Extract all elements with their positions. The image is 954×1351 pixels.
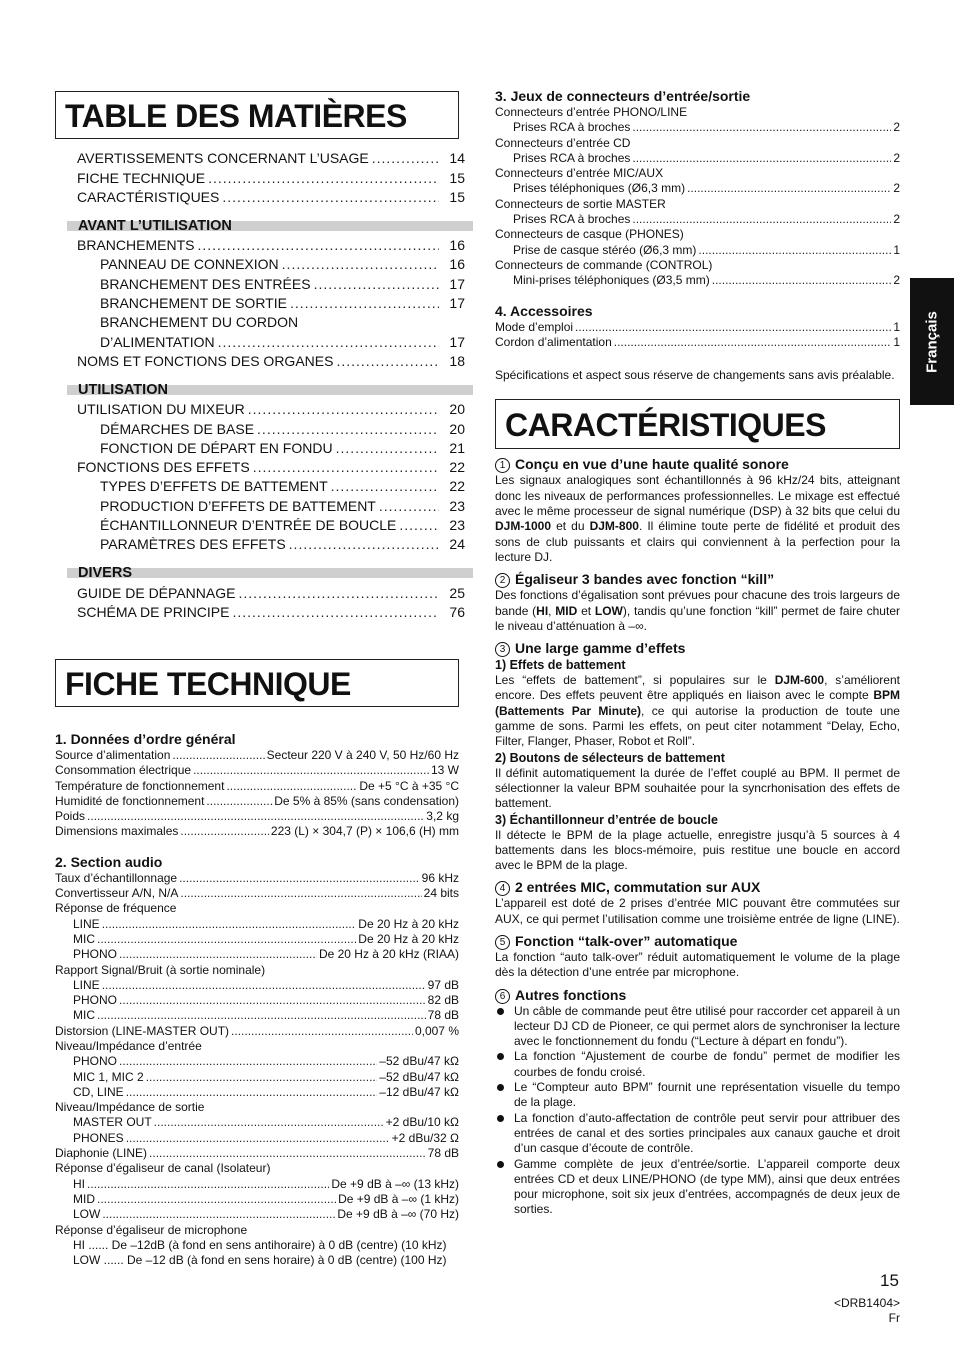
spec-value: 223 (L) × 304,7 (P) × 106,6 (H) mm (270, 824, 459, 839)
spec-value: 13 W (430, 763, 459, 778)
spec-label: Poids (55, 809, 86, 824)
spec-value: 96 kHz (421, 870, 459, 885)
spec-row: Connecteurs de casque (PHONES) (495, 227, 684, 242)
spec-label: LINE (73, 977, 100, 992)
toc-leader (379, 497, 439, 516)
spec-row (495, 243, 900, 258)
spec-value: –52 dBu/47 kΩ (379, 1069, 459, 1084)
spec-leader (687, 181, 891, 196)
spec-row: Connecteurs d’entrée MIC/AUX (495, 166, 664, 181)
toc-entry (55, 419, 465, 438)
spec-label: Convertisseur A/N, N/A (55, 886, 179, 901)
spec-leader (119, 993, 426, 1008)
bullet-item: Le “Compteur auto BPM” fournit une représentation visuelle du tempo de la plage. (495, 1080, 900, 1111)
toc-leader (238, 584, 439, 603)
spec-label: Température de fonctionnement (55, 778, 225, 793)
toc-entry (55, 352, 465, 371)
spec-leader (146, 1070, 378, 1085)
spec-row (495, 181, 900, 196)
spec-row (55, 886, 459, 901)
spec-leader (180, 886, 421, 901)
spec-sheet (55, 731, 459, 1269)
spec-row (55, 1024, 459, 1039)
toc-page-number: 22 (449, 459, 465, 476)
toc-entry-text: BRANCHEMENT DU CORDON (100, 314, 299, 331)
spec-value: De 5% à 85% (sans condensation) (274, 793, 459, 808)
spec-note: Spécifications et aspect sous réserve de changements sans avis préalable. (495, 368, 895, 383)
toc-page-number: 18 (449, 352, 465, 369)
toc-page-number: 17 (449, 333, 465, 350)
toc-page-number: 17 (449, 275, 465, 292)
spec-row (55, 1192, 459, 1207)
spec-row (55, 1177, 459, 1192)
toc-entry (55, 255, 465, 274)
spec-leader (97, 1008, 426, 1023)
spec-label: HI (73, 1176, 85, 1191)
spec-label: MIC 1, MIC 2 (73, 1069, 144, 1084)
spec-value: De 20 Hz à 20 kHz (358, 916, 459, 931)
spec-row (495, 320, 900, 335)
spec-row: Réponse de fréquence (55, 901, 177, 916)
toc-entry (55, 274, 465, 293)
spec-leader (172, 748, 264, 763)
spec-row (55, 748, 459, 763)
doc-code-text: <DRB1404> (833, 1296, 900, 1310)
number-2-icon: 2 (495, 573, 510, 588)
toc-section-heading: AVANT L’UTILISATION (67, 217, 473, 236)
bullet-icon (495, 1049, 514, 1080)
toc-entry-text: FICHE TECHNIQUE (77, 169, 206, 186)
spec-leader (102, 1207, 335, 1222)
spec-value: 78 dB (427, 1146, 459, 1161)
spec-row: Connecteurs de commande (CONTROL) (495, 257, 713, 272)
toc-leader (289, 535, 439, 554)
toc-entry (55, 535, 465, 554)
toc-page-number: 20 (449, 420, 465, 437)
accessories-list (495, 320, 900, 351)
spec-row (55, 794, 459, 809)
toc-entry-text: CARACTÉRISTIQUES (77, 188, 220, 205)
toc-entry-text: D’ALIMENTATION (100, 333, 215, 350)
toc-leader (336, 439, 439, 458)
number-6-icon: 6 (495, 989, 510, 1004)
spec-label: MID (73, 1191, 95, 1206)
feature-6-title: 6 Autres fonctions (495, 987, 900, 1004)
spec-row: Réponse d’égaliseur de microphone (55, 1222, 248, 1237)
spec-row (55, 917, 459, 932)
bullet-item: La fonction d’auto-affectation de contrôle peut servir pour attribuer des entrées de canal et des sorties principales aux canaux gauche et droit d’un casque d’écoute de contrôle. (495, 1111, 900, 1157)
spec-value: 2 (893, 273, 900, 288)
language-tab (910, 278, 954, 405)
toc-entry-text: BRANCHEMENT DE SORTIE (100, 295, 287, 312)
spec-leader (102, 978, 426, 993)
toc-page-number: 22 (449, 478, 465, 495)
spec-label: Distorsion (LINE-MASTER OUT) (55, 1023, 230, 1038)
toc-leader (248, 400, 439, 419)
spec-row (55, 809, 459, 824)
toc-entry (55, 400, 465, 419)
spec-value: 0,007 % (414, 1023, 459, 1038)
spec-row (495, 120, 900, 135)
spec-row (55, 1054, 459, 1069)
spec-row (55, 1008, 459, 1023)
spec-row (495, 212, 900, 227)
toc-entry (55, 516, 465, 535)
toc-page-number: 17 (449, 295, 465, 312)
toc-entry-text: TYPES D’EFFETS DE BATTEMENT (100, 478, 328, 495)
toc-leader (372, 149, 439, 168)
spec-value: 97 dB (427, 977, 459, 992)
spec-leader (632, 151, 891, 166)
right-column (495, 88, 900, 1218)
language-tab-label: Français (923, 310, 941, 373)
spec-label: PHONO (73, 947, 118, 962)
spec-row (55, 1070, 459, 1085)
toc-leader (314, 275, 439, 294)
toc-entry-text: GUIDE DE DÉPANNAGE (77, 584, 236, 601)
spec-leader (614, 335, 892, 350)
toc-entry (55, 477, 465, 496)
toc-leader (208, 169, 439, 188)
bullet-icon (495, 1111, 514, 1157)
bullet-item: Un câble de commande peut être utilisé pour raccorder cet appareil à un lecteur DJ CD de Pioneer, ce qui permet alors de synchroniser la lecture avec le fonctionnement du fondu (“Lecture à départ en fondu”). (495, 1004, 900, 1050)
spec-leader (226, 779, 357, 794)
feature-2-title: 2 Égaliseur 3 bandes avec fonction “kill” (495, 571, 900, 588)
bullet-icon (495, 1157, 514, 1218)
feature-1-title: 1 Conçu en vue d’une haute qualité sonore (495, 456, 900, 473)
spec-label: PHONES (73, 1130, 124, 1145)
spec-section-title: 2. Section audio (55, 853, 163, 870)
spec-row (495, 335, 900, 350)
toc-page-number: 16 (449, 237, 465, 254)
toc-leader (336, 352, 439, 371)
toc-entry-text: PANNEAU DE CONNEXION (100, 256, 279, 273)
spec-label: Mode d’emploi (495, 319, 574, 334)
spec-section-title: 1. Données d’ordre général (55, 730, 236, 747)
toc-entry-text: FONCTION DE DÉPART EN FONDU (100, 439, 333, 456)
toc-leader (257, 420, 439, 439)
spec-label: Prises RCA à broches (513, 150, 631, 165)
toc-leader (197, 236, 439, 255)
spec-leader (97, 1192, 336, 1207)
spec-leader (632, 212, 891, 227)
spec-value: 2 (893, 150, 900, 165)
spec-leader (698, 243, 891, 258)
toc-leader (290, 294, 439, 313)
spec-label: Mini-prises téléphoniques (Ø3,5 mm) (513, 273, 710, 288)
spec-label: LINE (73, 916, 100, 931)
spec-leader (119, 1054, 377, 1069)
toc-leader (282, 255, 439, 274)
toc-entry (55, 294, 465, 313)
toc-entry (55, 168, 465, 187)
spec-label: Humidité de fonctionnement (55, 793, 205, 808)
spec-row (55, 1131, 459, 1146)
spec-leader (102, 917, 357, 932)
toc-entry-text: NOMS ET FONCTIONS DES ORGANES (77, 352, 334, 369)
spec-value: 1 (893, 334, 900, 349)
page-number: 15 (880, 1271, 899, 1290)
toc-page-number: 24 (449, 536, 465, 553)
spec-row (495, 273, 900, 288)
toc-entry (55, 149, 465, 168)
toc-page-number: 23 (449, 497, 465, 514)
spec-value: 2 (893, 181, 900, 196)
toc-entry (55, 583, 465, 602)
table-of-contents (55, 149, 465, 622)
toc-leader (253, 458, 439, 477)
feature-4-text: L’appareil est doté de 2 prises d’entrée MIC pouvant être commutées sur AUX, ce qui permet l’utilisation comme une troisième entrée de ligne (LINE). (495, 896, 900, 926)
spec-label: Dimensions maximales (55, 824, 179, 839)
spec-leader (149, 1146, 426, 1161)
spec-row (55, 993, 459, 1008)
spec-value: 24 bits (423, 886, 459, 901)
toc-page-number: 20 (449, 401, 465, 418)
spec-value: 2 (893, 212, 900, 227)
toc-leader (222, 188, 439, 207)
bullet-icon (495, 1004, 514, 1050)
caract-title: CARACTÉRISTIQUES (495, 399, 900, 449)
spec-value: De +9 dB à –∞ (1 kHz) (338, 1191, 459, 1206)
toc-page-number: 23 (449, 517, 465, 534)
toc-entry-text: SCHÉMA DE PRINCIPE (77, 603, 230, 620)
spec-value: 82 dB (427, 993, 459, 1008)
spec-row: Niveau/Impédance d’entrée (55, 1038, 202, 1053)
feature-3-sub-2-text: Il définit automatiquement la durée de l’effet couplé au BPM. Il permet de sélectionner la valeur BPM souhaitée pour la syncrhonisation des effets de battement. (495, 765, 900, 811)
spec-value: +2 dBu/32 Ω (391, 1130, 459, 1145)
feature-1-text: Les signaux analogiques sont échantillonnés à 96 kHz/24 bits, atteignant donc les niveaux de performances professionnelles. Le mixage est effectué avec le même processeur de signal numérique (DSP) à 32 bits que celui du DJM-1000 et du DJM-800. Il élimine toute perte de fidélité et produit des sons de club puissants et clairs qui conviennent à la perfection pour la lecture DJ. (495, 473, 901, 564)
spec-leader (632, 120, 891, 135)
feature-4-title: 4 2 entrées MIC, commutation sur AUX (495, 879, 900, 896)
bullet-item: La fonction “Ajustement de courbe de fondu” permet de modifier les courbes de fondu croisé. (495, 1049, 900, 1080)
toc-section-heading: DIVERS (67, 564, 473, 583)
connectors-list (495, 105, 900, 289)
spec-leader (97, 932, 356, 947)
spec-label: PHONO (73, 1054, 118, 1069)
feature-3-sub-2: 2) Boutons de sélecteurs de battement (495, 750, 725, 765)
toc-page-number: 14 (449, 150, 465, 167)
spec-row: Connecteurs de sortie MASTER (495, 196, 666, 211)
bullet-icon (495, 1080, 514, 1111)
spec-value: De +9 dB à –∞ (13 kHz) (331, 1176, 459, 1191)
spec-leader (712, 273, 892, 288)
spec-label: MIC (73, 931, 95, 946)
spec-row (55, 947, 459, 962)
spec-value: De +5 °C à +35 °C (359, 778, 459, 793)
spec-label: CD, LINE (73, 1084, 124, 1099)
spec-label: Cordon d’alimentation (495, 334, 612, 349)
doc-lang-text: Fr (888, 1311, 900, 1325)
toc-page-number: 76 (449, 603, 465, 620)
toc-entry (55, 332, 465, 351)
toc-entry (55, 496, 465, 515)
number-4-icon: 4 (495, 881, 510, 896)
spec-label: Source d’alimentation (55, 747, 171, 762)
spec-label: MASTER OUT (73, 1115, 152, 1130)
fiche-title: FICHE TECHNIQUE (55, 659, 459, 707)
feature-2-text: Des fonctions d’égalisation sont prévues pour chacune des trois largeurs de bande (HI, MID et LOW), tandis qu’une fonction “kill” permet de faire chuter le niveau d’atténuation à –∞. (495, 588, 900, 633)
spec-value: 78 dB (427, 1008, 459, 1023)
spec-leader (126, 1131, 390, 1146)
bullet-item: Gamme complète de jeux d’entrée/sortie. L’appareil comporte deux entrées CD et deux LINE/PHONO (de type MM), ainsi que deux entrées pour microphone, soit six jeux d’entrées, accompagnés de deux jeux de sorties. (495, 1157, 900, 1218)
spec-leader (206, 794, 272, 809)
spec-leader (126, 1085, 378, 1100)
document-code (834, 1296, 900, 1326)
spec-value: –52 dBu/47 kΩ (379, 1054, 459, 1069)
spec-row (495, 151, 900, 166)
spec-row: Rapport Signal/Bruit (à sortie nominale) (55, 962, 266, 977)
toc-entry-text: BRANCHEMENTS (77, 237, 195, 254)
spec-row: Réponse d’égaliseur de canal (Isolateur) (55, 1161, 271, 1176)
spec-value: 3,2 kg (426, 809, 459, 824)
spec-label: MIC (73, 1008, 95, 1023)
spec-value: 2 (893, 120, 900, 135)
spec-leader (119, 947, 317, 962)
toc-entry-text: DÉMARCHES DE BASE (100, 420, 255, 437)
spec-row (55, 932, 459, 947)
toc-entry (55, 458, 465, 477)
spec-leader (179, 871, 420, 886)
spec-leader (87, 1177, 329, 1192)
spec-value: 1 (893, 242, 900, 257)
spec-label: Prises téléphoniques (Ø6,3 mm) (513, 181, 686, 196)
feature-3-sub-1-text: Les “effets de battement”, si populaires sur le DJM-600, s’améliorent encore. Des effets peuvent être appliqués en liaison avec le compte BPM (Battements Par Minute), ce qui autorise la production de toute une gamme de sons. Parmi les effets, on peut citer notamment “Delay, Echo, Filter, Flanger, Phaser, Robot et Roll”. (495, 673, 900, 749)
feature-3-sub-3-text: Il détecte le BPM de la plage actuelle, enregistre jusqu’à 5 sources à 4 battements dans les blocs-mémoire, puis restitue une boucle en accord avec le BPM de la plage. (495, 827, 900, 873)
spec-row: Connecteurs d’entrée CD (495, 135, 631, 150)
spec-label: Taux d’échantillonnage (55, 870, 178, 885)
number-3-icon: 3 (495, 642, 510, 657)
spec-row (55, 1115, 459, 1130)
spec-label: Prises RCA à broches (513, 120, 631, 135)
spec-value: Secteur 220 V à 240 V, 50 Hz/60 Hz (266, 747, 459, 762)
spec-value: De +9 dB à –∞ (70 Hz) (337, 1207, 459, 1222)
toc-entry-text: PRODUCTION D’EFFETS DE BATTEMENT (100, 497, 376, 514)
spec-value: 1 (893, 319, 900, 334)
spec-label: PHONO (73, 993, 118, 1008)
feature-3-sub-1: 1) Effets de battement (495, 658, 626, 673)
spec-leader (231, 1024, 413, 1039)
spec-row (55, 763, 459, 778)
toc-page-number: 15 (449, 169, 465, 186)
toc-section-heading: UTILISATION (67, 381, 473, 400)
toc-leader (218, 333, 439, 352)
toc-page-number: 15 (449, 188, 465, 205)
toc-title: TABLE DES MATIÈRES (55, 91, 459, 139)
spec-leader (87, 809, 424, 824)
accessories-title: 4. Accessoires (495, 302, 593, 319)
connectors-title: 3. Jeux de connecteurs d’entrée/sortie (495, 88, 751, 104)
spec-leader (154, 1115, 384, 1130)
toc-entry (55, 439, 465, 458)
toc-entry (55, 603, 465, 622)
feature-5-text: La fonction “auto talk-over” réduit automatiquement le volume de la plage dès la détection d’une entrée par microphone. (495, 949, 900, 980)
spec-value: De 20 Hz à 20 kHz (RIAA) (318, 947, 459, 962)
toc-entry-text: UTILISATION DU MIXEUR (77, 401, 245, 418)
toc-entry (55, 188, 465, 207)
number-1-icon: 1 (495, 458, 510, 473)
toc-leader (331, 477, 439, 496)
toc-entry-text: AVERTISSEMENTS CONCERNANT L’USAGE (77, 150, 369, 167)
spec-label: LOW (73, 1207, 101, 1222)
toc-entry-text: ÉCHANTILLONNEUR D’ENTRÉE DE BOUCLE (100, 517, 397, 534)
spec-leader (193, 763, 429, 778)
toc-entry (55, 236, 465, 255)
number-5-icon: 5 (495, 935, 510, 950)
spec-value: –12 dBu/47 kΩ (379, 1084, 459, 1099)
spec-row (55, 1207, 459, 1222)
spec-row: Niveau/Impédance de sortie (55, 1100, 205, 1115)
spec-row: HI ...... De –12dB (à fond en sens antihoraire) à 0 dB (centre) (10 kHz) (73, 1237, 447, 1252)
spec-value: +2 dBu/10 kΩ (385, 1115, 459, 1130)
spec-row (55, 1085, 459, 1100)
left-column (55, 91, 465, 1268)
toc-page-number: 16 (449, 256, 465, 273)
spec-label: Prises RCA à broches (513, 212, 631, 227)
feature-3-sub-3: 3) Échantillonneur d’entrée de boucle (495, 812, 718, 827)
toc-leader (399, 516, 439, 535)
spec-row: Connecteurs d’entrée PHONO/LINE (495, 105, 688, 119)
toc-entry-text: BRANCHEMENT DES ENTRÉES (100, 275, 311, 292)
spec-row (55, 1146, 459, 1161)
toc-entry (55, 313, 459, 332)
spec-row: LOW ...... De –12 dB (à fond en sens horaire) à 0 dB (centre) (100 Hz) (73, 1253, 447, 1268)
spec-leader (575, 320, 891, 335)
spec-row (55, 978, 459, 993)
feature-5-title: 5 Fonction “talk-over” automatique (495, 933, 900, 950)
toc-entry-text: PARAMÈTRES DES EFFETS (100, 536, 286, 553)
toc-leader (232, 603, 439, 622)
spec-row (55, 824, 459, 839)
feature-6-bullets (495, 1004, 900, 1218)
spec-leader (180, 824, 269, 839)
spec-row (55, 871, 459, 886)
toc-page-number: 25 (449, 584, 465, 601)
toc-entry-text: FONCTIONS DES EFFETS (77, 459, 250, 476)
toc-page-number: 21 (449, 439, 465, 456)
spec-row (55, 779, 459, 794)
spec-label: Diaphonie (LINE) (55, 1146, 148, 1161)
spec-label: Prise de casque stéréo (Ø6,3 mm) (513, 242, 697, 257)
spec-label: Consommation électrique (55, 763, 192, 778)
spec-value: De 20 Hz à 20 kHz (358, 931, 459, 946)
feature-3-title: 3 Une large gamme d’effets (495, 640, 900, 657)
